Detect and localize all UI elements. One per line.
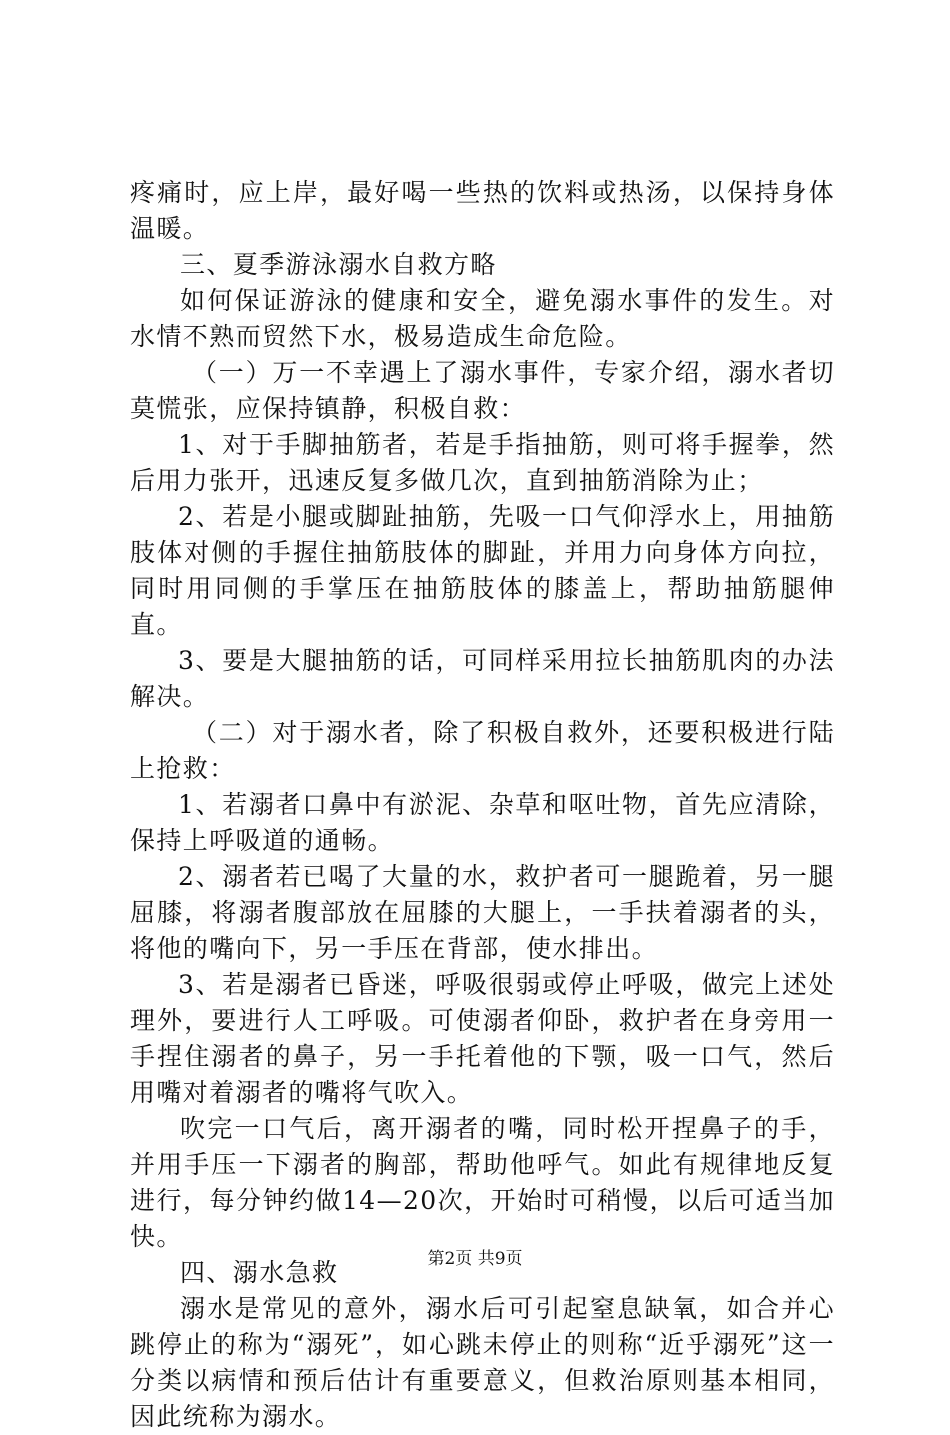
subsection-heading-2: （二）对于溺水者，除了积极自救外，还要积极进行陆上抢救： — [130, 718, 835, 783]
paragraph: 吹完一口气后，离开溺者的嘴，同时松开捏鼻子的手，并用手压一下溺者的胸部，帮助他呼气。如此有规律地反复进行，每分钟约做14—20次，开始时可稍慢，以后可适当加快。 — [130, 1114, 835, 1251]
list-item: 2、若是小腿或脚趾抽筋，先吸一口气仰浮水上，用抽筋肢体对侧的手握住抽筋肢体的脚趾，并用力向身体方向拉，同时用同侧的手掌压在抽筋肢体的膝盖上，帮助抽筋腿伸直。 — [130, 502, 835, 639]
paragraph: 如何保证游泳的健康和安全，避免溺水事件的发生。对水情不熟而贸然下水，极易造成生命危险。 — [130, 286, 835, 351]
subsection-heading-1: （一）万一不幸遇上了溺水事件，专家介绍，溺水者切莫慌张，应保持镇静，积极自救： — [130, 358, 835, 423]
list-item: 3、若是溺者已昏迷，呼吸很弱或停止呼吸，做完上述处理外，要进行人工呼吸。可使溺者仰卧，救护者在身旁用一手捏住溺者的鼻子，另一手托着他的下颚，吸一口气，然后用嘴对着溺者的嘴将气吹入。 — [130, 970, 835, 1107]
paragraph: 溺水是常见的意外，溺水后可引起窒息缺氧，如合并心跳停止的称为“溺死”，如心跳未停止的则称“近乎溺死”这一分类以病情和预后估计有重要意义，但救治原则基本相同，因此统称为溺水。 — [130, 1294, 835, 1431]
paragraph-continuation: 疼痛时，应上岸，最好喝一些热的饮料或热汤，以保持身体温暖。 — [130, 178, 835, 243]
list-item: 3、要是大腿抽筋的话，可同样采用拉长抽筋肌肉的办法解决。 — [130, 646, 835, 711]
list-item: 1、对于手脚抽筋者，若是手指抽筋，则可将手握拳，然后用力张开，迅速反复多做几次，直到抽筋消除为止； — [130, 430, 835, 495]
section-heading-4: 四、溺水急救 — [180, 1258, 339, 1287]
section-heading-3: 三、夏季游泳溺水自救方略 — [180, 250, 497, 279]
list-item: 2、溺者若已喝了大量的水，救护者可一腿跪着，另一腿屈膝，将溺者腹部放在屈膝的大腿上，一手扶着溺者的头，将他的嘴向下，另一手压在背部，使水排出。 — [130, 862, 835, 963]
list-item: 1、若溺者口鼻中有淤泥、杂草和呕吐物，首先应清除，保持上呼吸道的通畅。 — [130, 790, 835, 855]
page-number-footer: 第2页 共9页 — [427, 1249, 523, 1269]
